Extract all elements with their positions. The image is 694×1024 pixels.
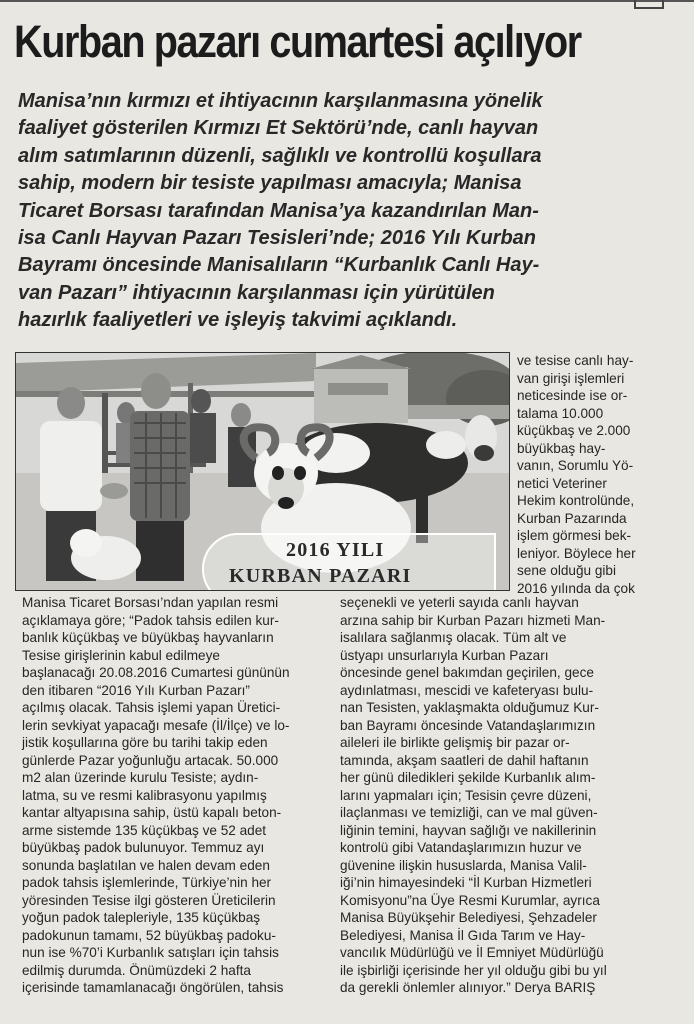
body-line: Kurban Pazarında <box>517 510 627 526</box>
body-line: büyükbaş padok bulunuyor. Temmuz ayı <box>22 840 265 855</box>
body-line: m2 alan üzerinde kurulu Tesiste; aydın- <box>22 770 259 785</box>
body-column-right-top <box>517 352 636 597</box>
body-line: başlanacağı 20.08.2016 Cumartesi gününün <box>22 665 290 680</box>
body-line: padok tahsis işlemlerinde, Türkiye’nin her <box>22 875 272 890</box>
lead-line: Bayramı öncesinde Manisalıların “Kurbanlık Canlı Hay- <box>18 254 540 277</box>
lead-line: isa Canlı Hayvan Pazarı Tesisleri’nde; 2016 Yılı Kurban <box>18 227 537 250</box>
body-line: kontrolü gibi Vatandaşlarımızın huzur ve <box>340 840 582 855</box>
top-rule-box <box>634 0 664 9</box>
lead-line: van Pazarı” ihtiyacının karşılanması için yürütülen <box>18 281 495 304</box>
body-line: padokunun tamamı, 52 büyükbaş padoku- <box>22 927 276 943</box>
body-column-right <box>340 594 607 997</box>
body-line: Komisyonu”na Üye Resmi Kurumlar, ayrıca <box>340 892 600 908</box>
page-top-rule <box>0 0 694 8</box>
body-line: da gerekli önlemler alınıyor.” Derya BARIŞ <box>340 980 596 995</box>
body-line: yoğun padok talepleriyle, 135 küçükbaş <box>22 910 261 925</box>
photo-caption-year: 2016 YILI <box>286 539 385 561</box>
body-line: küçükbaş ve 2.000 <box>517 423 631 438</box>
body-line: işlem görmesi bek- <box>517 528 632 543</box>
body-line: tamında, akşam saatleri de dahil haftanın <box>340 752 589 768</box>
body-line: den itibaren “2016 Yılı Kurban Pazarı” <box>22 682 250 698</box>
body-line: edilmiş durumda. Önümüzdeki 2 hafta <box>22 962 251 978</box>
body-line: açıklamaya göre; “Padok tahsis edilen kur- <box>22 612 279 628</box>
body-line: ilaçlanması ve temizliği, can ve mal güven- <box>340 805 598 820</box>
body-line: nun ise %70’i Kurbanlık satışları için tahsis <box>22 945 279 960</box>
body-line: ve tesise canlı hay- <box>517 353 634 368</box>
article-photo <box>15 352 510 591</box>
body-line: sonunda başlatılan ve halen devam eden <box>22 857 270 873</box>
body-line: aydınlatması, mescidi ve kafeteryası bulu- <box>340 682 594 698</box>
body-line: jistik koşullarına göre bu tarihi takip eden <box>22 735 268 750</box>
body-line: Manisa Büyükşehir Belediyesi, Şehzadeler <box>340 910 597 925</box>
body-line: banlık küçükbaş ve büyükbaş hayvanların <box>22 630 274 645</box>
body-line: van girişi işlemleri <box>517 370 625 386</box>
body-line: ban Bayramı öncesinde Vatandaşlarımızın <box>340 717 596 733</box>
body-line: vanın, Sorumlu Yö- <box>517 458 634 473</box>
body-line: ile işbirliği içerisinde her yıl olduğu gibi bu yıl <box>340 962 607 978</box>
body-line: aileleri ile birlikte gelişmiş bir pazar or- <box>340 735 570 750</box>
body-line: isalılara sağlanmış olacak. Tüm alt ve <box>340 630 567 645</box>
body-line: üstyapı unsurlarıyla Kurban Pazarı <box>340 647 549 663</box>
headline: Kurban pazarı cumartesi açılıyor <box>14 16 581 67</box>
photo-caption-title: KURBAN PAZARI <box>229 565 412 587</box>
lead-line: faaliyet gösterilen Kırmızı Et Sektörü’nde, canlı hayvan <box>18 117 539 140</box>
lead-line: Manisa’nın kırmızı et ihtiyacının karşılanmasına yönelik <box>18 90 543 112</box>
body-line: kantar altyapısına sahip, üstü kapalı beton- <box>22 805 282 820</box>
lead-line: hazırlık faaliyetleri ve işleyiş takvimi açıklandı. <box>18 309 458 332</box>
body-line: Hekim kontrolünde, <box>517 493 635 508</box>
body-line: latma, su ve resmi kalibrasyonu yapılmış <box>22 787 267 803</box>
body-line: 2016 yılında da çok <box>517 580 635 596</box>
body-line: arzına sahip bir Kurban Pazarı hizmeti Man- <box>340 612 606 628</box>
body-line: talama 10.000 <box>517 405 604 421</box>
body-line: Belediyesi, Manisa İl Gıda Tarım ve Hay- <box>340 927 586 943</box>
body-column-left <box>22 594 290 997</box>
body-line: liğinin temini, hayvan sağlığı ve nakillerinin <box>340 822 597 838</box>
body-line: yöresinden Tesise ilgi gösteren Üreticilerin <box>22 892 276 908</box>
top-rule-line <box>0 0 694 2</box>
body-line: içerisinde tamamlanacağı öngörülen, tahsis <box>22 980 284 995</box>
body-line: sene olduğu gibi <box>517 563 617 578</box>
body-line: öncesinde genel bakımdan geçirilen, gece <box>340 665 594 680</box>
body-line: lerin sevkiyat yapacağı mesafe (İl/İlçe) ve lo- <box>22 717 290 733</box>
body-line: Manisa Ticaret Borsası’ndan yapılan resmi <box>22 595 279 610</box>
lead-line: alım satımlarının düzenli, sağlıklı ve kontrollü koşullara <box>18 144 542 167</box>
lead-line: Ticaret Borsası tarafından Manisa’ya kazandırılan Man- <box>18 199 539 222</box>
body-line: iği’nin himayesindeki “İl Kurban Hizmetleri <box>340 875 592 890</box>
body-line: vancılık Müdürlüğü ve İl Emniyet Müdürlüğü <box>340 945 604 960</box>
body-line: her günü diledikleri şekilde Kurbanlık alım- <box>340 770 596 785</box>
body-line: nan Tesisten, yaklaşmakta olduğumuz Kur- <box>340 700 599 715</box>
body-line: büyükbaş hay- <box>517 440 606 456</box>
body-line: arme sistemde 135 küçükbaş ve 52 adet <box>22 822 267 838</box>
body-line: güvenine ilişkin hususlarda, Manisa Valil- <box>340 857 587 873</box>
body-line: seçenekli ve yeterli sayıda canlı hayvan <box>340 595 579 610</box>
body-line: Tesise girişlerinin kabul edilmeye <box>22 647 220 663</box>
body-line: neticesinde ise or- <box>517 388 628 403</box>
body-line: netici Veteriner <box>517 475 607 491</box>
body-line: larını yapmaları için; Tesisin çevre düzeni, <box>340 787 592 803</box>
lead-paragraph <box>18 88 668 335</box>
body-line: günlerde Pazar yoğunluğu artacak. 50.000 <box>22 752 279 768</box>
body-line: leniyor. Böylece her <box>517 545 636 561</box>
body-line: açılmış olacak. Tahsis işlemi yapan Üretici- <box>22 700 281 715</box>
lead-line: sahip, modern bir tesiste yapılması amacıyla; Manisa <box>18 172 522 195</box>
